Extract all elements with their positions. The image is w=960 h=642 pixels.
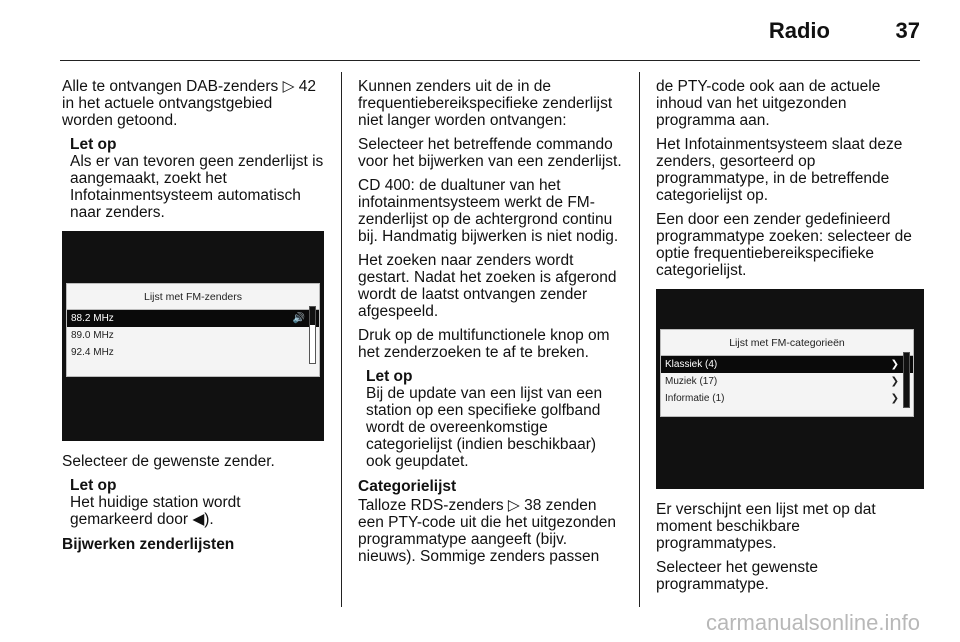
scrollbar[interactable] [309, 306, 316, 364]
column-divider-2 [639, 72, 640, 607]
note-text: Als er van tevoren geen zenderlijst is aangemaakt, zoekt het Infotainmentsysteem automatisch naar zenders. [70, 153, 324, 221]
note-text: Het huidige station wordt gemarkeerd door ◀). [70, 494, 241, 528]
paragraph: de PTY-code ook aan de actuele inhoud van het uitgezonden programma aan. [656, 78, 881, 129]
category-label: Informatie (1) [665, 393, 725, 404]
paragraph: Er verschijnt een lijst met op dat moment beschikbare programmatypes. [656, 501, 876, 552]
note-text: Bij de update van een lijst van een station op een specifieke golfband wordt de overeenkomstige categorielijst (indien beschikbaar) ook geupdatet. [366, 385, 603, 470]
fm-category-list-panel [660, 329, 914, 417]
panel-title: Lijst met FM-zenders [67, 284, 319, 310]
category-label: Klassiek (4) [665, 359, 718, 370]
header-rule [60, 60, 920, 61]
category-item[interactable] [661, 390, 913, 407]
station-label: 89.0 MHz [71, 330, 114, 341]
column-divider-1 [341, 72, 342, 607]
note [70, 136, 324, 221]
station-label: 92.4 MHz [71, 347, 114, 358]
station-item[interactable] [67, 344, 319, 361]
fm-station-list-panel [66, 283, 320, 377]
paragraph: Selecteer het gewenste programmatype. [656, 559, 818, 593]
paragraph: Kunnen zenders uit de in de frequentiebereikspecifieke zenderlijst niet langer worden ontvangen: [358, 78, 613, 129]
category-label: Muziek (17) [665, 376, 718, 387]
scrollbar[interactable] [903, 352, 910, 408]
scrollbar-thumb [904, 353, 909, 407]
paragraph: Selecteer het betreffende commando voor het bijwerken van een zenderlijst. [358, 136, 622, 170]
station-item[interactable] [67, 327, 319, 344]
paragraph: Een door een zender gedefinieerd programmatype zoeken: selecteer de optie frequentiebereikspecifieke categorielijst. [656, 211, 912, 279]
category-item-selected[interactable] [661, 356, 913, 373]
chevron-right-icon: ❯ [890, 376, 899, 387]
note-title: Let op [366, 368, 413, 385]
paragraph: Selecteer de gewenste zender. [62, 453, 275, 470]
panel-title: Lijst met FM-categorieën [661, 330, 913, 356]
station-label: 88.2 MHz [71, 313, 114, 324]
station-item-selected[interactable] [67, 310, 319, 327]
paragraph: Het zoeken naar zenders wordt gestart. Nadat het zoeken is afgerond wordt de laatst ontvangen zender afgespeeld. [358, 252, 617, 320]
section-heading: Categorielijst [358, 478, 457, 495]
note [366, 368, 622, 470]
note-title: Let op [70, 136, 117, 153]
scrollbar-thumb [310, 307, 315, 325]
page-header-title: Radio [768, 18, 830, 43]
page-number: 37 [895, 18, 920, 43]
paragraph: Talloze RDS-zenders ▷ 38 zenden een PTY-code uit die het uitgezonden programmatype aangeeft (bijv. nieuws). Sommige zenders passen [358, 497, 616, 565]
paragraph: Het Infotainmentsysteem slaat deze zenders, gesorteerd op programmatype, in de betreffende categorielijst op. [656, 136, 903, 204]
note-title: Let op [70, 477, 117, 494]
fm-category-list-screenshot [656, 289, 924, 489]
paragraph: CD 400: de dualtuner van het infotainmentsysteem werkt de FM-zenderlijst op de achtergrond continu bij. Handmatig bijwerken is niet nodig. [358, 177, 619, 245]
watermark: carmanualsonline.info [705, 610, 920, 635]
note [70, 477, 324, 528]
category-item[interactable] [661, 373, 913, 390]
column-3 [656, 78, 924, 600]
paragraph: Druk op de multifunctionele knop om het zenderzoeken te af te breken. [358, 327, 610, 361]
speaker-icon: 🔊 [292, 313, 305, 324]
fm-station-list-screenshot [62, 231, 324, 441]
chevron-right-icon: ❯ [890, 359, 899, 370]
section-heading: Bijwerken zenderlijsten [62, 536, 235, 553]
column-2 [358, 78, 622, 572]
paragraph: Alle te ontvangen DAB-zenders ▷ 42 in het actuele ontvangstgebied worden getoond. [62, 78, 317, 129]
chevron-right-icon: ❯ [890, 393, 899, 404]
column-1 [62, 78, 324, 555]
